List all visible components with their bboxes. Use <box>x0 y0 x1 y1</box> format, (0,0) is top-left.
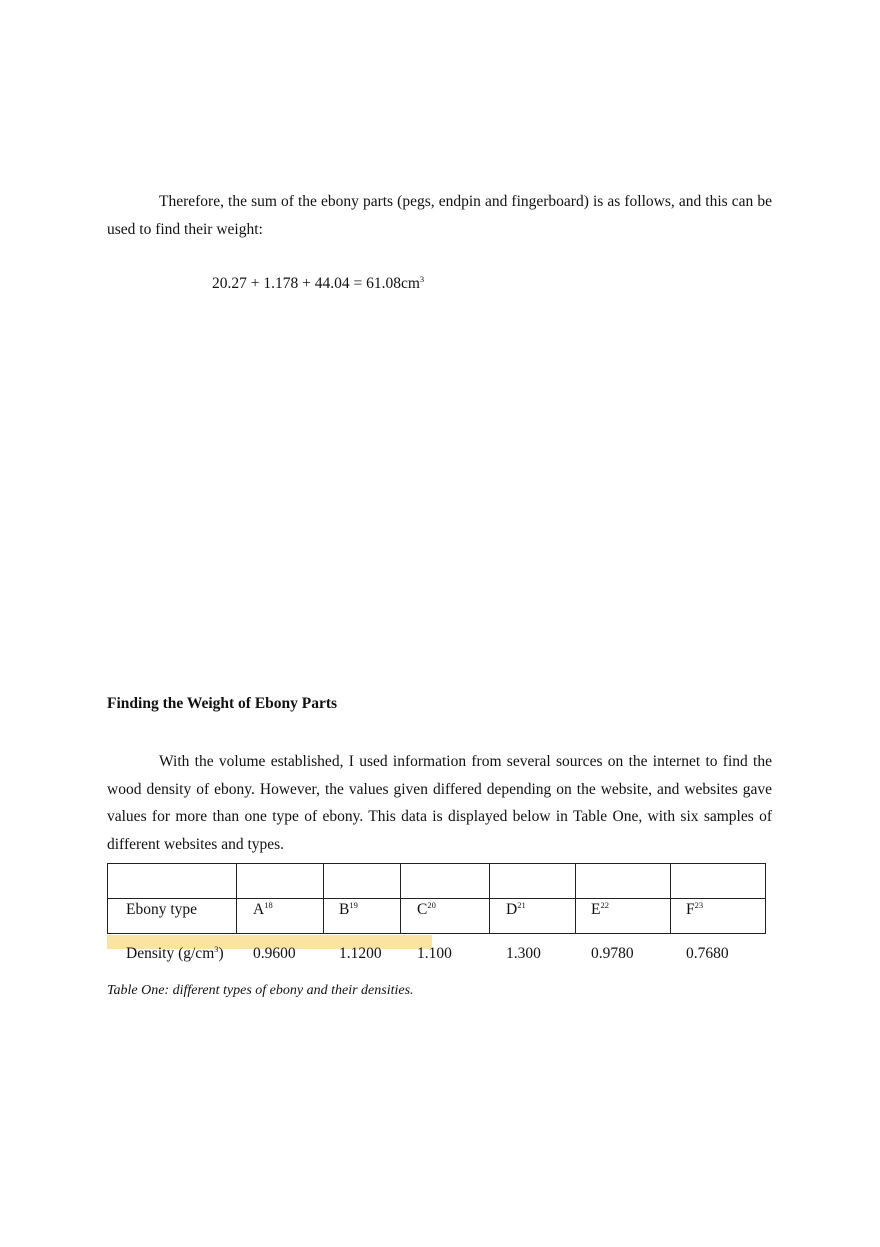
volume-equation <box>212 272 424 296</box>
table-cell-type-f <box>686 900 703 920</box>
table-column-divider <box>236 864 237 933</box>
type-reference: 19 <box>349 900 358 910</box>
table-column-divider <box>575 864 576 933</box>
table-column-divider <box>489 864 490 933</box>
type-reference: 18 <box>264 900 273 910</box>
type-letter: E <box>591 901 601 918</box>
type-reference: 22 <box>600 900 609 910</box>
table-cell-density-d: 1.300 <box>506 945 541 962</box>
equation-superscript: 3 <box>419 274 425 284</box>
table-cell-density-f: 0.7680 <box>686 945 729 962</box>
paragraph-density-sources <box>107 748 772 858</box>
density-label-superscript: 3 <box>214 944 219 954</box>
type-letter: D <box>506 901 518 918</box>
table-cell-type-c <box>417 900 436 920</box>
table-column-divider <box>400 864 401 933</box>
table-column-divider <box>323 864 324 933</box>
paragraph-density-sources-text: With the volume established, I used information from several sources on the internet to find the wood density of ebony. However, the values given differed depending on the website, and websites gave values for more than one type of ebony. This data is displayed below in Table One, with six samples of different websites and types. <box>107 753 772 853</box>
table-caption: Table One: different types of ebony and their densities. <box>107 983 414 998</box>
equation-expression: 20.27 + 1.178 + 44.04 = 61.08cm <box>212 275 420 292</box>
type-reference: 21 <box>517 900 526 910</box>
table-cell-density-e: 0.9780 <box>591 945 634 962</box>
section-heading: Finding the Weight of Ebony Parts <box>107 695 338 712</box>
table-cell-density-a: 0.9600 <box>253 945 296 962</box>
table-cell-ebony-type-label: Ebony type <box>126 901 198 918</box>
table-cell-density-label <box>126 944 224 964</box>
paragraph-sum-of-parts-text: Therefore, the sum of the ebony parts (pegs, endpin and fingerboard) is as follows, and this can be used to find their weight: <box>107 193 772 238</box>
table-cell-type-b <box>339 900 358 920</box>
type-reference: 23 <box>694 900 704 910</box>
type-letter: F <box>686 901 695 918</box>
density-label-close: ) <box>218 945 224 962</box>
type-letter: C <box>417 901 428 918</box>
type-letter: A <box>253 901 265 918</box>
table-cell-density-c: 1.100 <box>417 945 452 962</box>
table-row-divider <box>108 898 765 899</box>
type-letter: B <box>339 901 350 918</box>
type-reference: 20 <box>427 900 436 910</box>
table-cell-type-e <box>591 900 609 920</box>
density-label-text: Density (g/cm <box>126 945 215 962</box>
paragraph-sum-of-parts <box>107 188 772 243</box>
table-cell-density-b: 1.1200 <box>339 945 382 962</box>
table-cell-type-a <box>253 900 273 920</box>
table-cell-type-d <box>506 900 526 920</box>
table-column-divider <box>670 864 671 933</box>
ebony-density-table <box>107 863 766 934</box>
